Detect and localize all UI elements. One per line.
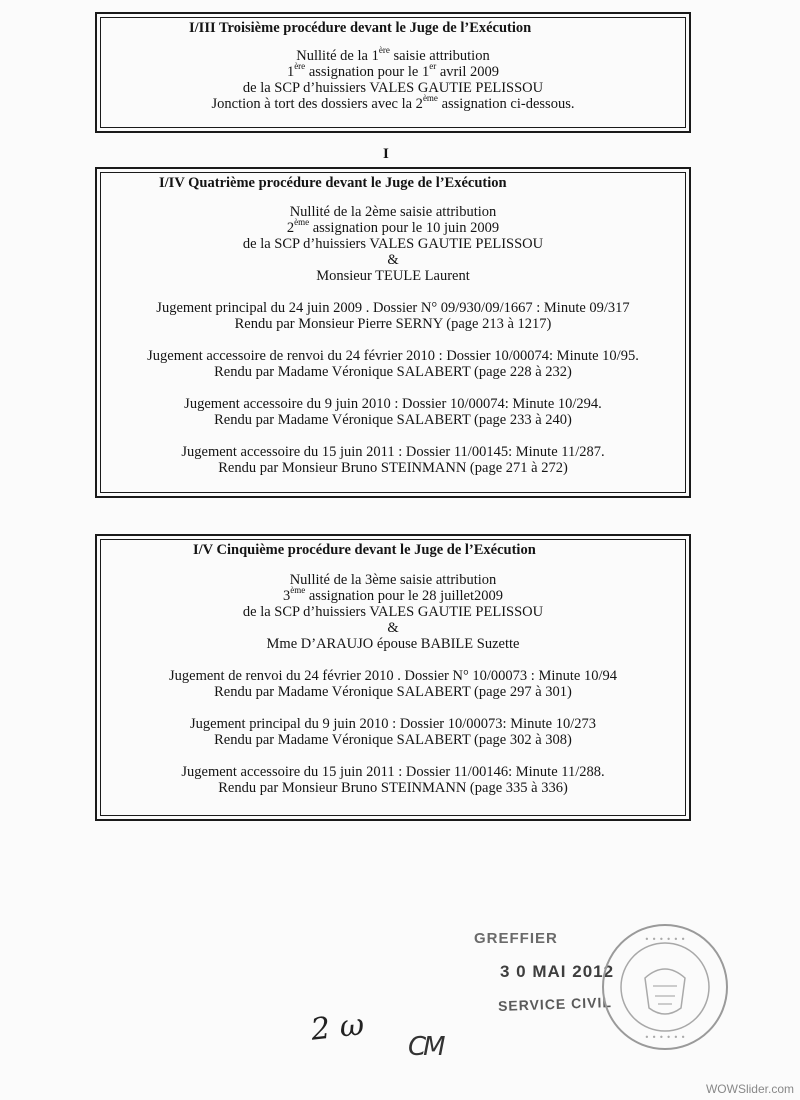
- section-5-judgment-3-line-2: Rendu par Monsieur Bruno STEINMANN (page 335 à 336): [218, 780, 568, 796]
- section-4-judgment-3-line-1: Jugement accessoire du 9 juin 2010 : Dossier 10/00074: Minute 10/294.: [184, 396, 602, 412]
- section-5-title: I/V Cinquième procédure devant le Juge de l’Exécution: [193, 542, 536, 558]
- stamp-greffier: GREFFIER: [474, 930, 558, 947]
- handwritten-note-1: 2 ω: [309, 1007, 366, 1048]
- section-5-line-3: de la SCP d’huissiers VALES GAUTIE PELISSOU: [242, 604, 544, 620]
- section-3-box: [95, 12, 691, 133]
- section-5-line-1: Nullité de la 3ème saisie attribution: [289, 572, 497, 588]
- svg-text:• • • • • •: • • • • • •: [644, 1033, 686, 1042]
- court-seal-icon: [598, 920, 732, 1054]
- section-3-line-4: Jonction à tort des dossiers avec la 2ème assignation ci-dessous.: [211, 93, 575, 112]
- section-3-line-1: Nullité de la 1ère saisie attribution: [296, 45, 490, 64]
- section-separator: I: [383, 146, 389, 162]
- section-5-judgment-3-line-1: Jugement accessoire du 15 juin 2011 : Dossier 11/00146: Minute 11/288.: [181, 764, 605, 780]
- section-4-title: I/IV Quatrième procédure devant le Juge de l’Exécution: [159, 175, 507, 191]
- section-4-line-1: Nullité de la 2ème saisie attribution: [289, 204, 497, 220]
- section-5-judgment-1-line-2: Rendu par Madame Véronique SALABERT (page 297 à 301): [214, 684, 572, 700]
- handwritten-note-2: CM: [408, 1032, 443, 1062]
- section-4-judgment-4-line-1: Jugement accessoire du 15 juin 2011 : Dossier 11/00145: Minute 11/287.: [181, 444, 605, 460]
- section-4-judgment-1-line-2: Rendu par Monsieur Pierre SERNY (page 213 à 1217): [234, 316, 552, 332]
- stamp-date: 3 0 MAI 2012: [500, 962, 615, 981]
- section-5-judgment-2-line-2: Rendu par Madame Véronique SALABERT (page 302 à 308): [214, 732, 572, 748]
- stamp-service: SERVICE CIVIL: [497, 994, 613, 1014]
- section-4-judgment-2-line-2: Rendu par Madame Véronique SALABERT (page 228 à 232): [214, 364, 572, 380]
- section-5-ampersand: &: [387, 620, 399, 636]
- section-5-party: Mme D’ARAUJO épouse BABILE Suzette: [266, 636, 520, 652]
- section-3-line-3: de la SCP d’huissiers VALES GAUTIE PELISSOU: [242, 80, 544, 96]
- section-3-title: I/III Troisième procédure devant le Juge de l’Exécution: [189, 20, 532, 36]
- section-5-line-2: 3ème assignation pour le 28 juillet2009: [283, 585, 503, 604]
- section-4-party: Monsieur TEULE Laurent: [316, 268, 470, 284]
- section-5-judgment-2-line-1: Jugement principal du 9 juin 2010 : Dossier 10/00073: Minute 10/273: [190, 716, 596, 732]
- section-4-judgment-1-line-1: Jugement principal du 24 juin 2009 . Dossier N° 09/930/09/1667 : Minute 09/317: [156, 300, 630, 316]
- section-3-line-2: 1ère assignation pour le 1er avril 2009: [286, 61, 500, 80]
- section-4-ampersand: &: [387, 252, 399, 268]
- svg-text:• • • • • •: • • • • • •: [644, 935, 686, 944]
- section-4-line-2: 2ème assignation pour le 10 juin 2009: [286, 217, 500, 236]
- section-4-line-3: de la SCP d’huissiers VALES GAUTIE PELISSOU: [242, 236, 544, 252]
- section-5-judgment-1-line-1: Jugement de renvoi du 24 février 2010 . Dossier N° 10/00073 : Minute 10/94: [169, 668, 617, 684]
- section-4-judgment-3-line-2: Rendu par Madame Véronique SALABERT (page 233 à 240): [214, 412, 572, 428]
- watermark: WOWSlider.com: [705, 1082, 794, 1096]
- section-4-judgment-4-line-2: Rendu par Monsieur Bruno STEINMANN (page 271 à 272): [218, 460, 568, 476]
- section-4-judgment-2-line-1: Jugement accessoire de renvoi du 24 février 2010 : Dossier 10/00074: Minute 10/95.: [147, 348, 639, 364]
- section-4-box: [95, 167, 691, 498]
- section-5-box: [95, 534, 691, 821]
